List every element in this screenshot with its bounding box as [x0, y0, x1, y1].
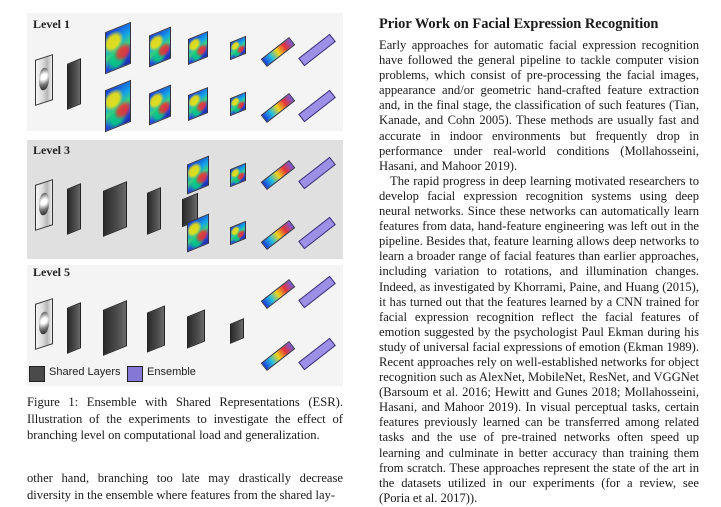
shared-layer-block — [147, 187, 161, 235]
ensemble-dense-layer — [261, 160, 296, 190]
level-3-label: Level 3 — [33, 143, 70, 157]
shared-layer-block — [187, 309, 205, 348]
right-column-body — [379, 38, 699, 506]
ensemble-output-layer — [298, 276, 336, 309]
legend-swatch-ensemble — [127, 366, 143, 382]
left-column-text: other hand, branching too late may drastically decrease diversity in the ensemble where features from the shared lay- — [27, 471, 343, 502]
paragraph: Early approaches for automatic facial expression recognition have followed the general pipeline to tackle computer vision problems, which consist of pre-processing the facial images, appearance and/or geometric hand-crafted feature extraction and, in the final stage, the classification of such features (Tian, Kanade, and Cohn 2005). These methods are usually fast and accurate in indoor environments but frequently drop in performance under real-world conditions (Mollahosseini, Hasani, and Mahoor 2019). — [379, 38, 699, 173]
level-5-label: Level 5 — [33, 265, 70, 279]
shared-layer-block — [67, 183, 81, 235]
shared-layer-block — [147, 305, 165, 352]
legend-label-shared: Shared Layers — [49, 366, 121, 378]
ensemble-output-layer — [298, 34, 336, 67]
figure-ensemble-esr — [27, 13, 343, 386]
ensemble-conv-block — [230, 221, 246, 245]
ensemble-conv-block — [187, 156, 209, 195]
ensemble-conv-block — [230, 36, 246, 60]
ensemble-dense-layer — [261, 220, 296, 250]
ensemble-conv-block — [105, 22, 131, 75]
ensemble-output-layer — [298, 157, 336, 190]
input-face-image — [35, 54, 53, 106]
figure-caption: Figure 1: Ensemble with Shared Representations (ESR). Illustration of the experiments to investigate the effect of branching level on computational load and generalization. — [27, 395, 343, 442]
legend-swatch-shared — [29, 366, 45, 382]
section-heading: Prior Work on Facial Expression Recognition — [379, 16, 659, 32]
ensemble-conv-block — [188, 87, 208, 121]
ensemble-dense-layer — [261, 279, 296, 309]
ensemble-conv-block — [149, 85, 171, 126]
shared-layer-block — [103, 300, 127, 356]
ensemble-output-layer — [298, 217, 336, 250]
ensemble-conv-block — [230, 92, 246, 116]
figure-legend — [27, 365, 343, 385]
shared-layer-block — [67, 302, 81, 354]
ensemble-output-layer — [298, 90, 336, 123]
ensemble-conv-block — [149, 27, 171, 68]
ensemble-conv-block — [105, 80, 131, 133]
level-1-label: Level 1 — [33, 17, 70, 31]
paragraph: The rapid progress in deep learning motivated researchers to develop facial expression recognition systems using deep neural networks. Since these networks can automatically learn features from data, hand-feature engineering was left out in the pipeline. Besides that, feature learning allows deep networks to learn a broader range of facial features than earlier approaches, including variation to rotations, and illumination changes. Indeed, as investigated by Khorrami, Paine, and Huang (2015), it has turned out that the features learned by a CNN trained for facial expression recognition reflect the facial features of emotion suggested by the psychologist Paul Ekman during his study of universal facial expressions of emotion (Ekman 1989). Recent approaches rely on well-established networks for object recognition such as AlexNet, MobileNet, ResNet, and VGGNet (Barsoum et al. 2016; Hewitt and Gunes 2018; Mollahosseini, Hasani, and Mahoor 2019). In visual perceptual tasks, certain features previously learned can be transferred among related tasks and the use of pre-trained networks often speed up learning and culminate in better accuracy than training them from scratch. These approaches represent the state of the art in the datasets utilized in our experiments (for a review, see (Poria et al. 2017)). — [379, 173, 700, 505]
ensemble-conv-block — [230, 163, 246, 187]
shared-layer-block — [103, 181, 127, 237]
ensemble-dense-layer — [261, 93, 296, 123]
level-1-band — [27, 13, 343, 131]
shared-layer-block — [230, 318, 244, 344]
shared-layer-block — [67, 58, 81, 110]
level-3-band — [27, 140, 343, 259]
input-face-image — [35, 179, 53, 231]
legend-label-ensemble: Ensemble — [147, 366, 196, 378]
input-face-image — [35, 298, 53, 350]
ensemble-conv-block — [188, 31, 208, 65]
ensemble-dense-layer — [261, 37, 296, 67]
